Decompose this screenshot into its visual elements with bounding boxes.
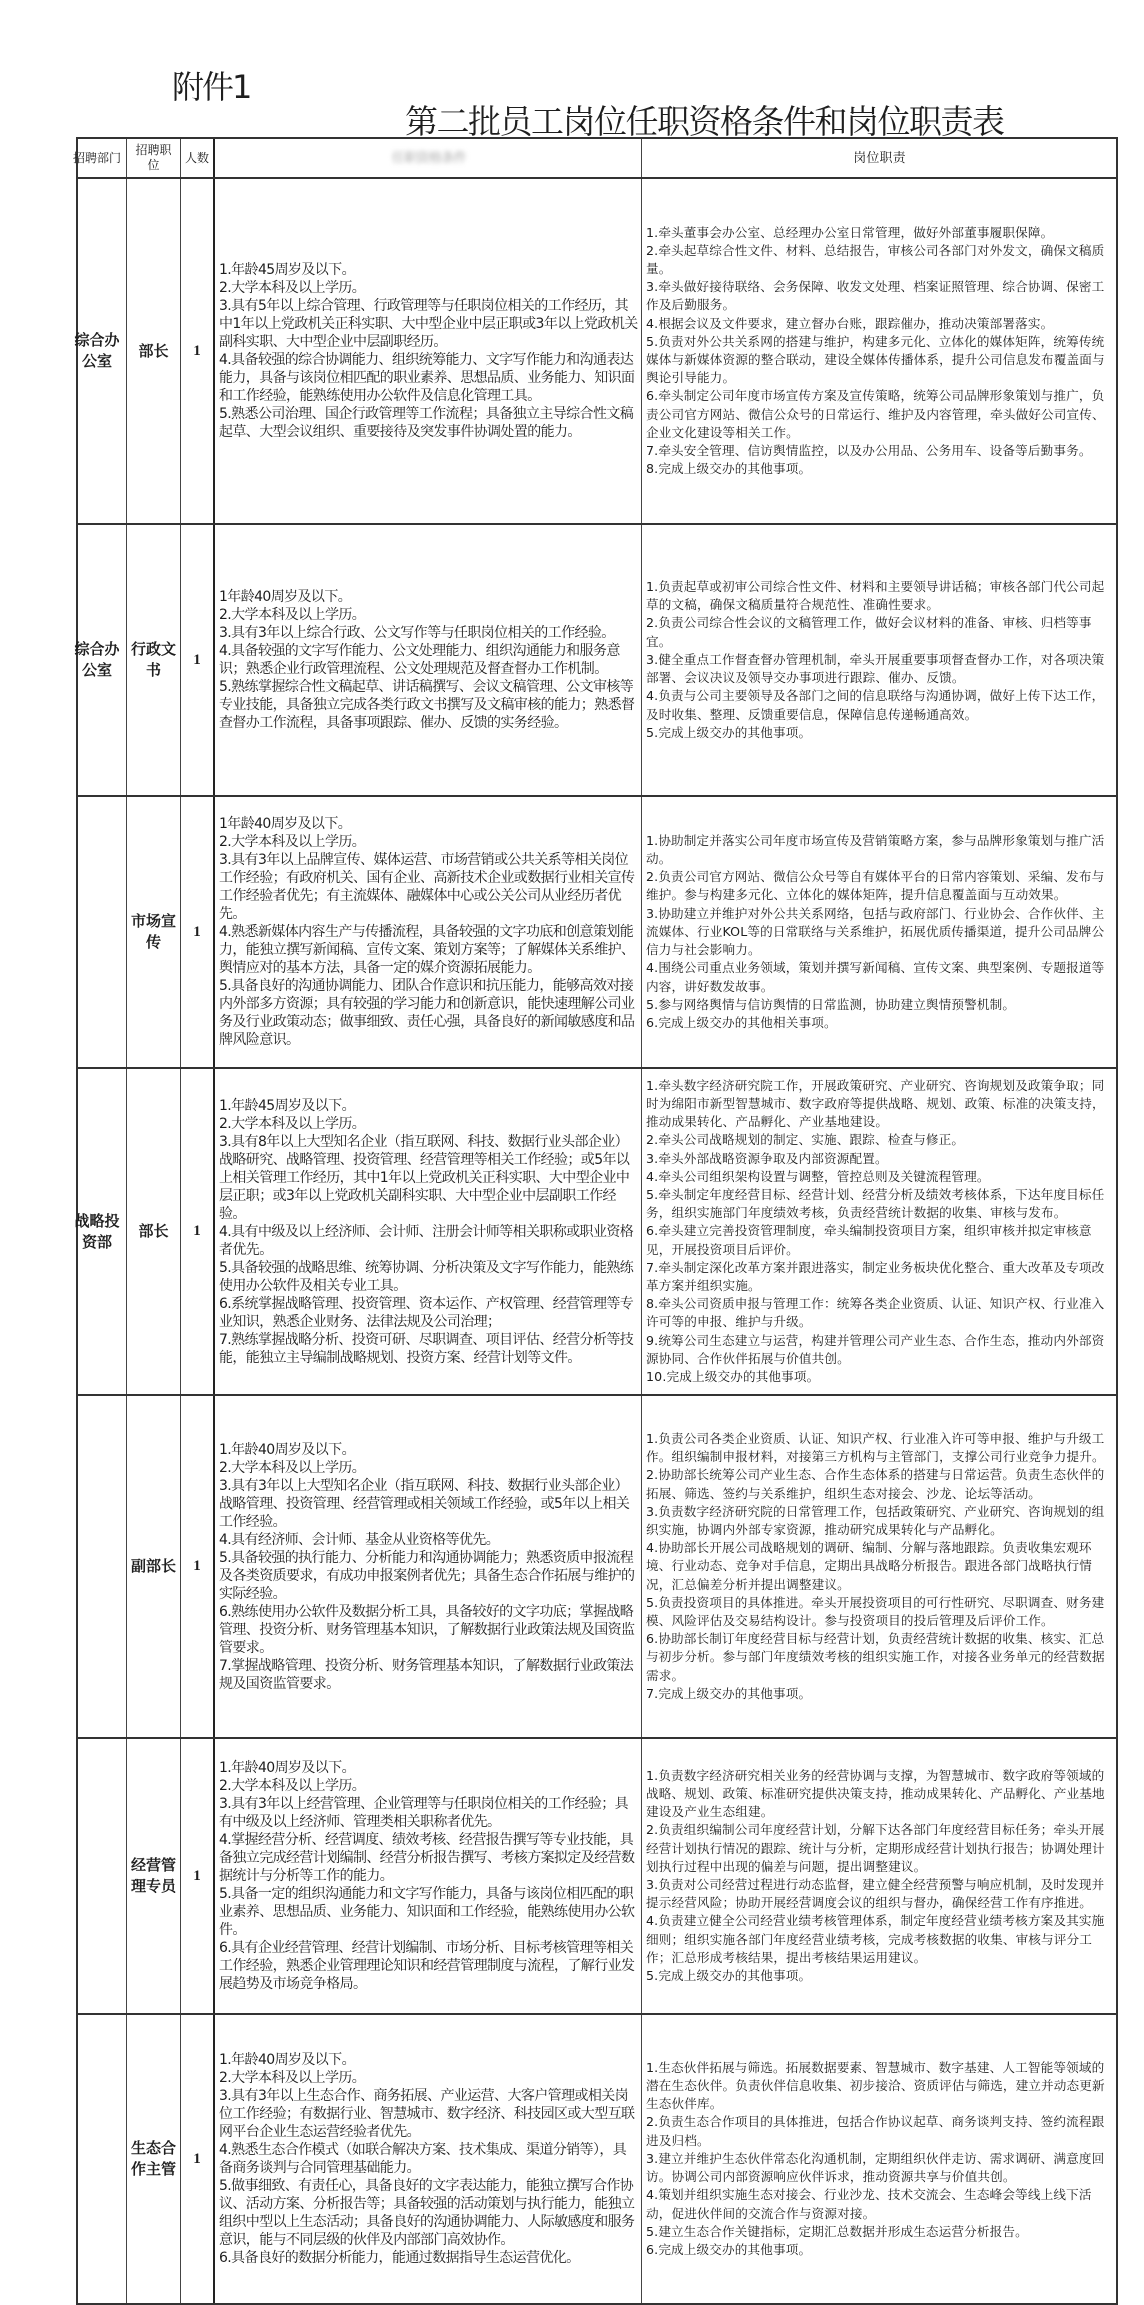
position-cell: 行政文书 <box>127 525 181 795</box>
requirement-item: 3.具有3年以上综合行政、公文写作等与任职岗位相关的工作经验。 <box>219 625 615 641</box>
duty-item: 2.负责生态合作项目的具体推进，包括合作协议起草、商务谈判支持、签约流程跟进及归档。 <box>646 2114 1105 2148</box>
department-cell <box>78 1396 127 1737</box>
requirement-item: 2.大学本科及以上学历。 <box>219 280 366 296</box>
requirement-item: 4.掌握经营分析、经营调度、绩效考核、经营报告撰写等专业技能，具备独立完成经营计划编制、经营分析报告撰写、考核方案拟定及经营数据统计与分析等工作的能力。 <box>219 1832 635 1884</box>
requirements-cell <box>215 179 642 523</box>
requirement-item: 5.具备较强的战略思维、统筹协调、分析决策及文字写作能力，能熟练使用办公软件及相关专业工具。 <box>219 1259 634 1294</box>
requirement-item: 4.熟悉生态合作模式（如联合解决方案、技术集成、渠道分销等），具备商务谈判与合同管理基础能力。 <box>219 2142 627 2176</box>
requirement-item: 1年龄40周岁及以下。 <box>219 816 352 832</box>
position-cell: 副部长 <box>127 1396 181 1737</box>
duties-cell <box>642 2015 1116 2303</box>
requirement-item: 5.熟悉公司治理、国企行政管理等工作流程；具备独立主导综合性文稿起草、大型会议组织、重要接待及突发事件协调处置的能力。 <box>219 406 634 440</box>
requirement-item: 5.具备一定的组织沟通能力和文字写作能力，具备与该岗位相匹配的职业素养、思想品质、业务能力、知识面和工作经验，能熟练使用办公软件。 <box>219 1886 635 1938</box>
requirement-item: 2.大学本科及以上学历。 <box>219 1115 366 1132</box>
duty-item: 2.牵头公司战略规划的制定、实施、跟踪、检查与修正。 <box>646 1132 965 1148</box>
requirement-item: 1.年龄45周岁及以下。 <box>219 262 355 278</box>
position-cell: 生态合作主管 <box>127 2015 181 2303</box>
duty-item: 10.完成上级交办的其他事项。 <box>646 1369 820 1385</box>
table-row <box>78 1396 1116 1739</box>
requirement-item: 3.具有3年以上生态合作、商务拓展、产业运营、大客户管理或相关岗位工作经验；有数据行业、智慧城市、数字经济、科技园区或大型互联网平台企业生态运营经验者优先。 <box>219 2088 635 2140</box>
duty-item: 1.负责起草或初审公司综合性文件、材料和主要领导讲话稿；审核各部门代公司起草的文稿，确保文稿质量符合规范性、准确性要求。 <box>646 579 1105 613</box>
requirement-item: 7.掌握战略管理、投资分析、财务管理基本知识，了解数据行业政策法规及国资监管要求。 <box>219 1657 634 1692</box>
position-cell: 经营管理专员 <box>127 1739 181 2013</box>
duty-item: 2.负责组织编制公司年度经营计划，分解下达各部门年度经营目标任务；牵头开展经营计划执行情况的跟踪、统计与分析，定期形成经营计划执行报告；协调处理计划执行过程中出现的偏差与问题，提出调整建议。 <box>646 1822 1105 1874</box>
requirement-item: 5.做事细致、有责任心，具备良好的文字表达能力，能独立撰写合作协议、活动方案、分析报告等；具备较强的活动策划与执行能力，能独立组织中型以上生态活动；具备良好的沟通协调能力、人际敏感度和服务意识，能与不同层级的伙伴及内部部门高效协作。 <box>219 2178 635 2248</box>
department-label: 综合办公室 <box>74 640 120 679</box>
requirement-item: 2.大学本科及以上学历。 <box>219 1459 366 1476</box>
duty-item: 6.完成上级交办的其他相关事项。 <box>646 1014 837 1030</box>
table-row <box>78 797 1116 1069</box>
requirement-item: 4.具有经济师、会计师、基金从业资格等优先。 <box>219 1531 500 1548</box>
duty-item: 6.完成上级交办的其他事项。 <box>646 2241 812 2257</box>
requirements-cell <box>215 1069 642 1394</box>
requirement-item: 3.具有3年以上大型知名企业（指互联网、科技、数据行业头部企业）战略管理、投资管理、经营管理或相关领域工作经验，或5年以上相关工作经验。 <box>219 1477 630 1530</box>
department-cell <box>74 179 127 523</box>
header-duties: 岗位职责 <box>853 150 906 166</box>
requirement-item: 6.系统掌握战略管理、投资管理、资本运作、产权管理、经营管理等专业知识，熟悉企业财务、法律法规及公司治理； <box>219 1295 634 1330</box>
department-label: 综合办公室 <box>74 331 120 370</box>
duty-item: 4.策划并组织实施生态对接会、行业沙龙、技术交流会、生态峰会等线上线下活动，促进伙伴间的交流合作与资源对接。 <box>646 2187 1092 2221</box>
attachment-label: 附件1 <box>172 68 251 106</box>
header-count: 人数 <box>181 139 215 177</box>
duty-item: 5.参与网络舆情与信访舆情的日常监测，协助建立舆情预警机制。 <box>646 996 1016 1012</box>
requirement-item: 3.具有8年以上大型知名企业（指互联网、科技、数据行业头部企业）战略研究、战略管理、投资管理、经营管理等相关工作经验；或5年以上相关管理工作经历，其中1年以上党政机关正科实职、大中型企业中层正职；或3年以上党政机关副科实职、大中型企业中层副职工作经验。 <box>219 1133 630 1222</box>
header-position: 招聘职位 <box>127 139 181 177</box>
requirement-item: 6.具备良好的数据分析能力，能通过数据指导生态运营优化。 <box>219 2250 580 2266</box>
duty-item: 9.统筹公司生态建立与运营，构建并管理公司产业生态、合作生态，推动内外部资源协同、合作伙伴拓展与价值共创。 <box>646 1332 1105 1366</box>
requirements-cell <box>215 1739 642 2013</box>
requirement-item: 3.具有3年以上经营管理、企业管理等与任职岗位相关的工作经验；具有中级及以上经济师、管理类相关职称者优先。 <box>219 1796 629 1830</box>
headcount-cell: 1 <box>181 525 215 795</box>
duty-item: 4.负责建立健全公司经营业绩考核管理体系，制定年度经营业绩考核方案及其实施细则；组织实施各部门年度经营业绩考核，完成考核数据的收集、审核与评分工作；汇总形成考核结果，提出考核结果运用建议。 <box>646 1913 1105 1965</box>
requirement-item: 6.具有企业经营管理、经营计划编制、市场分析、目标考核管理等相关工作经验，熟悉企业管理理论知识和经营管理制度与流程，了解行业发展趋势及市场竞争格局。 <box>219 1940 635 1992</box>
duty-item: 5.牵头制定年度经营目标、经营计划、经营分析及绩效考核体系，下达年度目标任务，组织实施部门年度绩效考核，负责经营统计数据的收集、审核与发布。 <box>646 1186 1105 1221</box>
duty-item: 1.负责数字经济研究相关业务的经营协调与支撑，为智慧城市、数字政府等领域的战略、规划、政策、标准研究提供决策支持，推动成果转化、产品孵化、产业基地建设及产业生态组建。 <box>646 1767 1105 1820</box>
header-department-label: 招聘部门 <box>72 150 121 165</box>
duty-item: 6.牵头制定公司年度市场宣传方案及宣传策略，统筹公司品牌形象策划与推广，负责公司官方网站、微信公众号的日常运行、维护及内容管理，牵头做好公司宣传、企业文化建设等相关工作。 <box>646 388 1105 440</box>
duty-item: 5.完成上级交办的其他事项。 <box>646 1968 812 1984</box>
duty-item: 4.根据会议及文件要求，建立督办台账，跟踪催办，推动决策部署落实。 <box>646 315 1054 331</box>
page-title: 第二批员工岗位任职资格条件和岗位职责表 <box>405 102 1004 141</box>
department-cell <box>74 525 127 795</box>
duty-item: 3.负责数字经济研究院的日常管理工作，包括政策研究、产业研究、咨询规划的组织实施，协调内外部专家资源，推动研究成果转化与产品孵化。 <box>646 1503 1105 1537</box>
duty-item: 1.牵头董事会办公室、总经理办公室日常管理，做好外部董事履职保障。 <box>646 224 1054 240</box>
duty-item: 3.负责对公司经营过程进行动态监督，建立健全经营预警与响应机制，及时发现并提示经营风险；协助开展经营调度会议的组织与督办，确保经营工作有序推进。 <box>646 1877 1105 1911</box>
duty-item: 3.牵头外部战略资源争取及内部资源配置。 <box>646 1150 888 1166</box>
requirement-item: 1.年龄40周岁及以下。 <box>219 1441 355 1458</box>
duties-cell <box>642 1396 1116 1737</box>
duty-item: 2.牵头起草综合性文件、材料、总结报告，审核公司各部门对外发文，确保文稿质量。 <box>646 242 1105 276</box>
table-row <box>78 2015 1116 2305</box>
table-header <box>72 139 1116 179</box>
table-row <box>74 1069 1116 1396</box>
requirement-item: 1.年龄40周岁及以下。 <box>219 1760 355 1776</box>
department-cell <box>78 797 127 1067</box>
duty-item: 2.负责公司官方网站、微信公众号等自有媒体平台的日常内容策划、采编、发布与维护。参与构建多元化、立体化的媒体矩阵，提升信息覆盖面与互动效果。 <box>646 869 1105 903</box>
requirement-item: 1.年龄45周岁及以下。 <box>219 1097 355 1114</box>
duties-cell <box>642 179 1116 523</box>
requirements-cell <box>215 2015 642 2303</box>
duty-item: 7.完成上级交办的其他事项。 <box>646 1685 812 1701</box>
duty-item: 5.负责对外公共关系网的搭建与维护，构建多元化、立体化的媒体矩阵，统筹传统媒体与新媒体资源的整合联动，建设全媒体传播体系，提升公司信息发布覆盖面与舆论引导能力。 <box>646 333 1105 386</box>
table-row <box>74 179 1116 525</box>
duty-item: 3.健全重点工作督查督办管理机制，牵头开展重要事项督查督办工作，对各项决策部署、会议决议及领导交办事项进行跟踪、催办、反馈。 <box>646 651 1105 686</box>
duty-item: 7.牵头安全管理、信访舆情监控，以及办公用品、公务用车、设备等后勤事务。 <box>646 443 1092 459</box>
duty-item: 4.围绕公司重点业务领域，策划并撰写新闻稿、宣传文案、典型案例、专题报道等内容，讲好数发故事。 <box>646 960 1105 994</box>
department-label: 战略投资部 <box>74 1211 120 1251</box>
headcount-cell: 1 <box>181 179 215 523</box>
requirements-cell <box>215 525 642 795</box>
position-table <box>72 137 1118 2305</box>
duty-item: 2.协助部长统筹公司产业生态、合作生态体系的搭建与日常运营。负责生态伙伴的拓展、筛选、签约与关系维护，组织生态对接会、沙龙、论坛等活动。 <box>646 1467 1105 1501</box>
requirement-item: 3.具有3年以上品牌宣传、媒体运营、市场营销或公共关系等相关岗位工作经验；有政府机关、国有企业、高新技术企业或数据行业相关宣传工作经验者优先；有主流媒体、融媒体中心或公关公司从业经历者优先。 <box>219 852 635 922</box>
headcount-cell: 1 <box>181 797 215 1067</box>
position-cell: 部长 <box>127 179 181 523</box>
duty-item: 6.牵头建立完善投资管理制度，牵头编制投资项目方案，组织审核并拟定审核意见，开展投资项目后评价。 <box>646 1223 1092 1257</box>
requirement-item: 5.具备良好的沟通协调能力、团队合作意识和抗压能力，能够高效对接内外部多方资源；具有较强的学习能力和创新意识，能快速理解公司业务及行业政策动态；做事细致、责任心强，具备良好的新闻敏感度和品牌风险意识。 <box>219 978 635 1048</box>
headcount-cell: 1 <box>181 1069 215 1394</box>
requirement-item: 2.大学本科及以上学历。 <box>219 834 366 850</box>
duty-item: 5.建立生态合作关键指标，定期汇总数据并形成生态运营分析报告。 <box>646 2223 1028 2239</box>
requirements-cell <box>215 1396 642 1737</box>
header-requirements <box>215 139 642 177</box>
requirement-item: 4.具备较强的文字写作能力、公文处理能力、组织沟通能力和服务意识；熟悉企业行政管理流程、公文处理规范及督查督办工作机制。 <box>219 643 620 677</box>
duty-item: 8.牵头公司资质申报与管理工作：统筹各类企业资质、认证、知识产权、行业准入许可等的申报、维护与升级。 <box>646 1296 1105 1330</box>
requirement-item: 6.熟练使用办公软件及数据分析工具，具备较好的文字功底；掌握战略管理、投资分析、财务管理基本知识，了解数据行业政策法规及国资监管要求。 <box>219 1603 635 1656</box>
duty-item: 3.建立并维护生态伙伴常态化沟通机制，定期组织伙伴走访、需求调研、满意度回访。协调公司内部资源响应伙伴诉求，推动资源共享与价值共创。 <box>646 2150 1105 2185</box>
duty-item: 1.协助制定并落实公司年度市场宣传及营销策略方案，参与品牌形象策划与推广活动。 <box>646 832 1105 867</box>
duty-item: 1.牵头数字经济研究院工作，开展政策研究、产业研究、咨询规划及政策争取；同时为绵阳市新型智慧城市、数字政府等提供战略、规划、政策、标准的决策支持，推动成果转化、产品孵化、产业基地建设。 <box>646 1077 1105 1130</box>
duties-cell <box>642 525 1116 795</box>
table-row <box>78 1739 1116 2015</box>
duty-item: 5.完成上级交办的其他事项。 <box>646 724 812 740</box>
requirement-item: 7.熟练掌握战略分析、投资可研、尽职调查、项目评估、经营分析等技能，能独立主导编制战略规划、投资方案、经营计划等文件。 <box>219 1331 634 1366</box>
duty-item: 4.协助部长开展公司战略规划的调研、编制、分解与落地跟踪。负责收集宏观环境、行业动态、竞争对手信息，定期出具战略分析报告。跟进各部门战略执行情况，汇总偏差分析并提出调整建议。 <box>646 1540 1093 1592</box>
department-cell <box>78 2015 127 2303</box>
requirement-item: 4.熟悉新媒体内容生产与传播流程，具备较强的文字功底和创意策划能力，能独立撰写新闻稿、宣传文案、策划方案等；了解媒体关系维护、舆情应对的基本方法，具备一定的媒介资源拓展能力。 <box>219 924 635 976</box>
duty-item: 4.负责与公司主要领导及各部门之间的信息联络与沟通协调，做好上传下达工作，及时收集、整理、反馈重要信息，保障信息传递畅通高效。 <box>646 688 1105 722</box>
requirement-item: 1年龄40周岁及以下。 <box>219 589 352 605</box>
duty-item: 3.协助建立并维护对外公共关系网络，包括与政府部门、行业协会、合作伙伴、主流媒体、行业KOL等的日常联络与关系维护，拓展优质传播渠道，提升公司品牌公信力与社会影响力。 <box>646 905 1105 958</box>
requirement-item: 4.具备较强的综合协调能力、组织统筹能力、文字写作能力和沟通表达能力，具备与该岗位相匹配的职业素养、思想品质、业务能力、知识面和工作经验，能熟练使用办公软件及信息化管理工具。 <box>219 352 635 404</box>
table-row <box>74 525 1116 797</box>
requirement-item: 5.熟练掌握综合性文稿起草、讲话稿撰写、会议文稿管理、公文审核等专业技能，具备独立完成各类行政文书撰写及文稿审核的能力；熟悉督查督办工作流程，具备事项跟踪、催办、反馈的实务经验。 <box>219 679 635 731</box>
requirement-item: 2.大学本科及以上学历。 <box>219 1778 366 1794</box>
duty-item: 5.负责投资项目的具体推进。牵头开展投资项目的可行性研究、尽职调查、财务建模、风险评估及交易结构设计。参与投资项目的投后管理及后评价工作。 <box>646 1594 1105 1628</box>
headcount-cell: 1 <box>181 1739 215 2013</box>
duty-item: 8.完成上级交办的其他事项。 <box>646 461 812 477</box>
requirement-item: 2.大学本科及以上学历。 <box>219 2070 366 2086</box>
position-cell: 市场宣传 <box>127 797 181 1067</box>
duty-item: 1.负责公司各类企业资质、认证、知识产权、行业准入许可等申报、维护与升级工作。组织编制申报材料，对接第三方机构与主管部门，支撑公司行业竞争力提升。 <box>646 1430 1105 1465</box>
position-cell: 部长 <box>127 1069 181 1394</box>
requirement-item: 2.大学本科及以上学历。 <box>219 607 366 623</box>
duties-cell <box>642 1069 1116 1394</box>
headcount-cell: 1 <box>181 1396 215 1737</box>
headcount-cell: 1 <box>181 2015 215 2303</box>
requirement-item: 5.具备较强的执行能力、分析能力和沟通协调能力；熟悉资质申报流程及各类资质要求，有成功申报案例者优先；具备生态合作拓展与维护的实际经验。 <box>219 1549 635 1602</box>
department-cell <box>74 1069 127 1394</box>
duty-item: 2.负责公司综合性会议的文稿管理工作，做好会议材料的准备、审核、归档等事宜。 <box>646 615 1092 649</box>
requirement-item: 1.年龄40周岁及以下。 <box>219 2052 355 2068</box>
duty-item: 1.生态伙伴拓展与筛选。拓展数据要素、智慧城市、数字基建、人工智能等领域的潜在生态伙伴。负责伙伴信息收集、初步接洽、资质评估与筛选，建立并动态更新生态伙伴库。 <box>646 2059 1105 2112</box>
table-viewport <box>72 0 1144 2286</box>
duty-item: 4.牵头公司组织架构设置与调整，管控总则及关键流程管理。 <box>646 1168 990 1184</box>
requirement-item: 3.具有5年以上综合管理、行政管理等与任职岗位相关的工作经历，其中1年以上党政机关正科实职、大中型企业中层正职或3年以上党政机关副科实职、大中型企业中层副职经历。 <box>219 298 638 350</box>
duties-cell <box>642 797 1116 1067</box>
header-department <box>72 139 127 177</box>
requirements-cell <box>215 797 642 1067</box>
department-cell <box>78 1739 127 2013</box>
duty-item: 3.牵头做好接待联络、会务保障、收发文处理、档案证照管理、综合协调、保密工作及后勤服务。 <box>646 279 1105 313</box>
duties-cell <box>642 1739 1116 2013</box>
header-requirements-label: 任职资格条件 <box>391 150 467 166</box>
duty-item: 7.牵头制定深化改革方案并跟进落实，制定业务板块优化整合、重大改革及专项改革方案并组织实施。 <box>646 1259 1105 1293</box>
requirement-item: 4.具有中级及以上经济师、会计师、注册会计师等相关职称或职业资格者优先。 <box>219 1223 634 1258</box>
duty-item: 6.协助部长制订年度经营目标与经营计划，负责经营统计数据的收集、核实、汇总与初步分析。参与部门年度绩效考核的组织实施工作，对接各业务单元的经营数据需求。 <box>646 1631 1105 1683</box>
